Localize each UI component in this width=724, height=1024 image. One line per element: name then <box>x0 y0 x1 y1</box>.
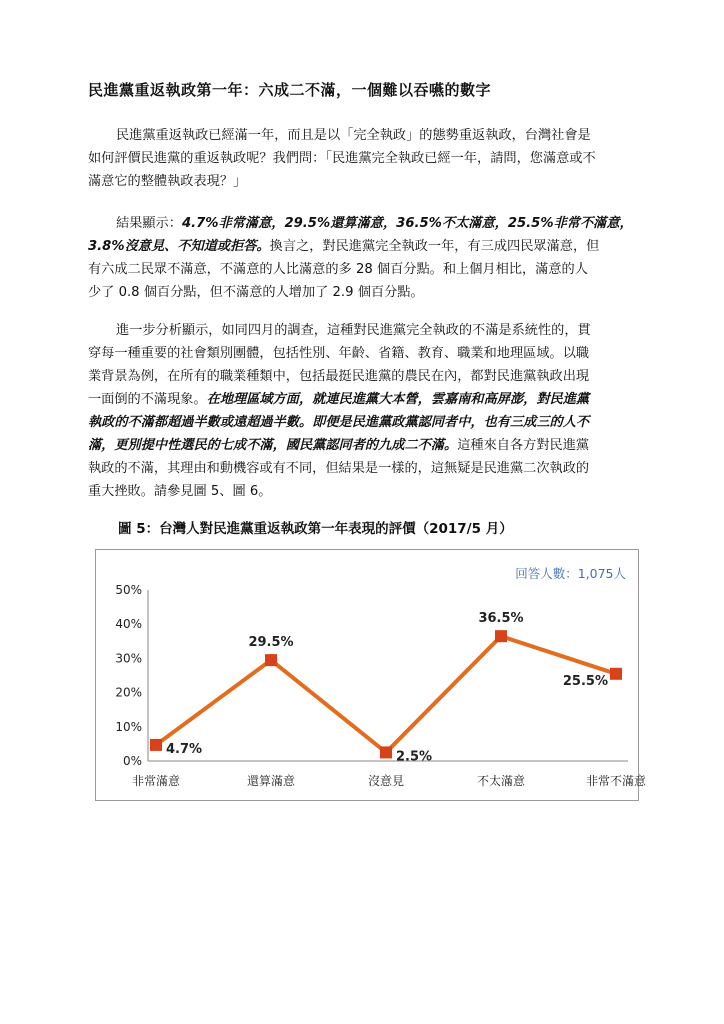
paragraph-results <box>88 212 648 304</box>
analysis-line-8: 重大挫敗。請參見圖 5、圖 6。 <box>88 484 272 499</box>
analysis-line-2: 穿每一種重要的社會類別團體，包括性別、年齡、省籍、教育、職業和地理區域。以職 <box>88 346 590 361</box>
data-point-marker <box>265 654 277 666</box>
analysis-line-1: 進一步分析顯示，如同四月的調查，這種對民進黨完全執政的不滿是系統性的，貫 <box>116 323 591 338</box>
y-tick-label: 20% <box>115 685 142 700</box>
paragraph-analysis <box>88 319 648 503</box>
x-tick-label: 沒意見 <box>367 774 405 788</box>
results-line-2: 換言之，對民進黨完全執政一年，有三成四民眾滿意，但 <box>269 239 600 254</box>
y-tick-label: 40% <box>115 617 142 632</box>
analysis-highlight-3: 滿，更別提中性選民的七成不滿，國民黨認同者的九成二不滿。 <box>88 438 458 453</box>
intro-line-1: 民進黨重返執政已經滿一年，而且是以「完全執政」的態勢重返執政，台灣社會是 <box>116 128 591 143</box>
data-point-marker <box>150 739 162 751</box>
y-tick-label: 30% <box>115 651 142 666</box>
analysis-line-4: 一面倒的不滿現象。 <box>88 392 207 407</box>
paragraph-intro <box>88 124 648 193</box>
intro-line-2: 如何評價民進黨的重返執政呢？我們問：「民進黨完全執政已經一年，請問，您滿意或不 <box>88 151 596 166</box>
data-label: 25.5% <box>562 673 608 689</box>
x-tick-label: 不太滿意 <box>476 774 526 788</box>
results-prefix: 結果顯示： <box>116 216 182 231</box>
document-title: 民進黨重返執政第一年：六成二不滿，一個難以吞嚥的數字 <box>88 81 492 99</box>
data-point-marker <box>495 630 507 642</box>
figure-caption: 圖 5：台灣人對民進黨重返執政第一年表現的評價（2017/5 月） <box>118 521 513 537</box>
data-point-marker <box>610 668 622 680</box>
intro-line-3: 滿意它的整體執政表現？」 <box>88 174 247 189</box>
x-tick-label: 還算滿意 <box>246 774 296 788</box>
data-label: 36.5% <box>478 611 524 627</box>
series-line <box>156 636 616 752</box>
data-label: 29.5% <box>248 635 294 651</box>
data-label: 2.5% <box>396 749 433 765</box>
x-tick-label: 非常不滿意 <box>585 774 647 788</box>
data-label: 4.7% <box>166 741 203 757</box>
analysis-line-7: 執政的不滿，其理由和動機容或有不同，但結果是一樣的，這無疑是民進黨二次執政的 <box>88 461 590 476</box>
y-tick-label: 10% <box>115 719 142 734</box>
y-tick-label: 50% <box>115 583 142 597</box>
y-tick-label: 0% <box>122 754 142 768</box>
results-highlight-2: 3.8%沒意見、不知道或拒答。 <box>88 239 270 254</box>
analysis-highlight-2: 執政的不滿都超過半數或遠超過半數。即便是民進黨政黨認同者中，也有三成三的人不 <box>88 415 590 430</box>
results-line-4: 少了 0.8 個百分點，但不滿意的人增加了 2.9 個百分點。 <box>88 285 424 300</box>
line-chart <box>96 550 647 800</box>
analysis-line-6: 這種來自各方對民進黨 <box>457 438 590 453</box>
x-tick-label: 非常滿意 <box>131 774 181 788</box>
analysis-line-3: 業背景為例，在所有的職業種類中，包括最挺民進黨的農民在內，都對民進黨執政出現 <box>88 369 590 384</box>
chart-frame <box>95 549 647 801</box>
respondents-count: 回答人數：1,075人 <box>515 566 626 581</box>
data-point-marker <box>380 746 392 758</box>
results-line-3: 有六成二民眾不滿意，不滿意的人比滿意的多 28 個百分點。和上個月相比，滿意的人 <box>88 262 588 277</box>
analysis-highlight-1: 在地理區域方面，就連民進黨大本營，雲嘉南和高屏澎，對民進黨 <box>206 392 590 407</box>
results-highlight-1: 4.7%非常滿意，29.5%還算滿意，36.5%不太滿意，25.5%非常不滿意， <box>181 216 633 231</box>
